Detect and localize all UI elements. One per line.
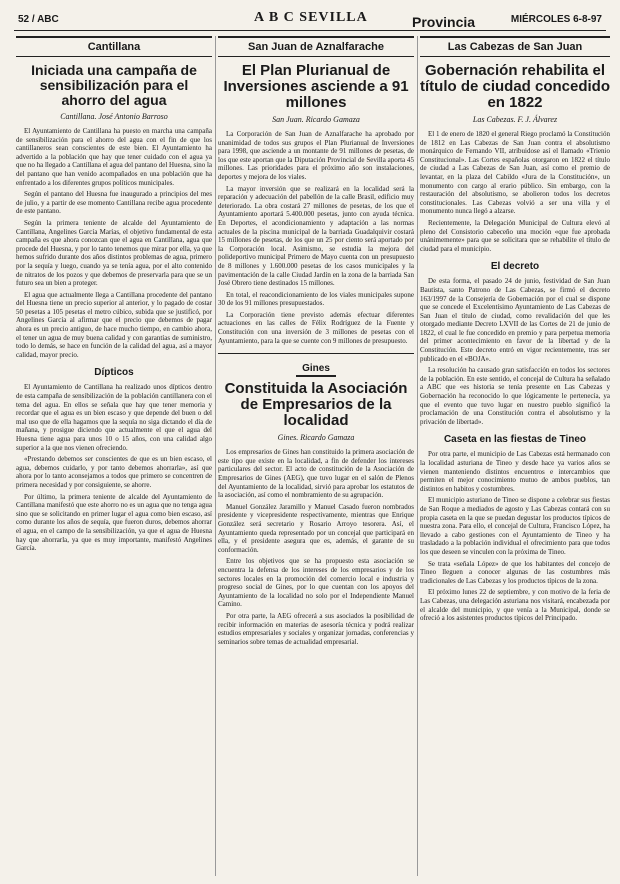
article-paragraph: El próximo lunes 22 de septiembre, y con motivo de la feria de Las Cabezas, una delegación asturiana nos visitará, encabezada por el alcalde del municipio, y que venía a la Municipal, donde se ofreció a los asistentes productos típicos del Principado. — [420, 588, 610, 623]
article-byline: Las Cabezas. F. J. Álvarez — [472, 115, 558, 124]
article-byline: Gines. Ricardo Gamaza — [277, 433, 355, 443]
page-header — [14, 8, 606, 31]
article-subheading: El decreto — [490, 261, 540, 273]
article-paragraph: En total, el reacondicionamiento de los viales municipales supone 30 de los 91 millones presupuestados. — [218, 290, 414, 308]
article-paragraph: Por otra parte, el municipio de Las Cabezas está hermanado con la localidad asturiana de Tineo y desde hace ya varios años se vienen manteniendo distintos encuentros e intercambios que permiten el mejor conocimiento mutuo de ambos pueblos, tan distintos en habitos y costumbres. — [420, 450, 610, 493]
article-las-cabezas — [420, 36, 610, 876]
article-paragraph: Se trata «señala López» de que los habitantes del concejo de Tineo lleguen a conocer algunas de las costumbres más tradicionales de Las Cabezas y los productos típicos de la zona. — [420, 559, 610, 585]
article-paragraph: La Corporación tiene previsto además efectuar diferentes actuaciones en las calles de Félix Rodríguez de la Fuente y Constitución con una inversión de 3 millones de pesetas con el Ayuntamiento, para la que se cuente con 9 millones de presupuesto. — [218, 310, 414, 345]
article-paragraph: El agua que actualmente llega a Cantillana procedente del pantano del Huesna tiene un precio superior al anterior, y lo pagado de costar 50 pesetas a 105 pesetas el metro cúbico, subida que se justificó, por Angelines García al afirmar que el precio que debemos de pagar ahora es un precio antiguo, de hace mucho tiempo, en cambio ahora, el tener un agua de muy buena calidad y con garantías de suministro, todo lo demás, se hace en función de la calidad del agua, así a mayor calidad, mayor precio. — [16, 290, 212, 359]
article-paragraph: De esta forma, el pasado 24 de junio, festividad de San Juan Bautista, santo Patrono de Las Cabezas, se firmó el decreto 163/1997 de la Consejería de Gobernación por el cual se dispone que se concede el Excelentísimo Ayuntamiento de Las Cabezas de San Juan el título de ciudad, como revalidación del que les otorgado mediante Decreto LXVII de las Cortes de 21 de junio de 1822, el cual le fue concedido en premio y para perpetua memoria del primer acontecimiento en favor de la libertad y de la Constitución. Este decreto entró en vigor recientemente, tras ser publicado en el «BOJA». — [420, 277, 610, 363]
article-paragraph: Según el pantano del Huesna fue inaugurado a principios del mes de julio, y a partir de ese momento Cantillana recibe agua procedente de este pantano. — [16, 190, 212, 216]
article-paragraph: Según la primera teniente de alcalde del Ayuntamiento de Cantillana, Angelines García Marías, el objetivo fundamental de esta campaña es que ahora conozcan que el agua en Cantillana, agua que procede del Huesna, y por lo tanto tenemos que mirar por ella, ya que hemos sufrido durante dos años distintos problemas de agua, primero por la sequía y luego, cuando ya se tenía agua, por el alto contenido de nitratos de los pozos y que debemos de preservarla para que se un futuro sea un bien a proteger. — [16, 218, 212, 288]
column-divider — [215, 36, 216, 876]
article-headline: Gobernación rehabilita el título de ciudad concedido en 1822 — [420, 62, 610, 111]
article-paragraph: Recientemente, la Delegación Municipal de Cultura elevó al pleno del Consistorio cabeceño una moción «que fue aprobada unánimemente» para que se solicitara que se rehabilite el título de ciudad para el municipio. — [420, 218, 610, 253]
article-paragraph: La resolución ha causado gran satisfacción en todos los sectores de la población. En este sentido, el concejal de Cultura ha señalado a ABC que «es historia se tenía presente en Las Cabezas y Gobernación ha reconocido lo que lógicamente le pertenecía, ya que el evento que tuvo lugar en nuestro pueblo significó la proclamación de una Constitución contra el absolutismo y la privación de libertad». — [420, 366, 610, 426]
article-paragraph: Por último, la primera teniente de alcalde del Ayuntamiento de Cantillana manifestó que este ahorro no es un agua que no tenga agua sino que se solicitando en primer lugar el agua como bien escaso, así como durante los años de sequía, que fueron duros, debemos ahorrar el agua, en el campo de la sensibilización, ya que el agua de Huesna hay que ahorrarla, ya que es muy importante, manifestó Angelines García. — [16, 492, 212, 553]
article-paragraph: Los empresarios de Gines han constituido la primera asociación de este tipo que existe en la localidad, a fin de defender los intereses particulares del sector. El acto de constitución de la Asociación de Empresarios de Gines (AEG), que tuvo lugar en el salón de Plenos del Ayuntamiento de la localidad, sirvió para aprobar los estatutos de la asociación, así como el nombramiento de su agrupación. — [218, 448, 414, 500]
section-rule — [218, 353, 414, 354]
column-divider — [417, 36, 418, 876]
article-paragraph: Entre los objetivos que se ha propuesto esta asociación se encuentra la defensa de los intereses de los empresarios y de los sectores locales en la promoción del comercio local e industria y progreso social de Gines, por lo que cuentan con los apoyos del Ayuntamiento de la localidad no solo por el Independiente Manuel Camino. — [218, 557, 414, 609]
article-headline: Iniciada una campaña de sensibilización para el ahorro del agua — [31, 62, 197, 108]
article-san-juan — [218, 36, 414, 876]
article-paragraph: Manuel González Jaramillo y Manuel Casado fueron nombrados presidente y vicepresidente respectivamente, mientras que Enrique González será secretario y Rosario Arroyo tesorera. Así, el Ayuntamiento queda representado por un concejal que participará en ella, y el presidente asegura que es, además, el garante de su conformación. — [218, 502, 414, 554]
article-subheading: Caseta en las fiestas de Tineo — [443, 434, 587, 446]
article-headline: Constituida la Asociación de Empresarios de la localidad — [224, 380, 408, 430]
article-paragraph: La mayor inversión que se realizará en la localidad será la reparación y adecuación del pabellón de la calle Brasil, edificio muy deteriorado. La obra costará 27 millones de pesetas, de los que el Ayuntamiento aportará 5.400.000 pesetas, junto con ayuda técnica. En Deportes, el acondicionamiento y adaptación a las normas actuales de la piscina municipal de la barriada Guadalquivir costará 15 millones de pesetas, de los que un 25 por ciento será aportado por la Corporación local. Asimismo, se estudia la mejora del polideportivo municipal Primero de Mayo cuenta con un presupuesto de 8 millones y 1.600.000 pesetas de los casos municipales y la pavimentación de la calle Ciudad Jardín en la zona de la barriada San José Obrero tiene destinados 15 millones. — [218, 184, 414, 288]
article-kicker: Cantillana — [16, 36, 212, 57]
article-paragraph: Por otra parte, la AEG ofrecerá a sus asociados la posibilidad de recibir información en materias de asesoría técnica y podrá realizar estudios empresariales y sociales y organizar jornadas, conferencias y seminarios sobre temas de actualidad empresarial. — [218, 611, 414, 646]
article-paragraph: El municipio asturiano de Tineo se dispone a celebrar sus fiestas de San Roque a mediados de agosto y Las Cabezas contará con su propia caseta en la que se puedan degustar los productos típicos de nuestra zona. Para ello, el concejal de Cultura, Francisco López, ha llevado a cabo gestiones con el Ayuntamiento de Tineo y ha trasladado a la población individual el ofrecimiento para que todos los que deseen se vinculen con la próxima de Tineo. — [420, 496, 610, 556]
article-paragraph: El Ayuntamiento de Cantillana ha puesto en marcha una campaña de sensibilización para el ahorro del agua con el fin de que los cantillaneros sean conscientes de este bien. El Ayuntamiento ha advertido a la población que hay que tener cuidado con el agua ya que no ha llegado a Cantillana el agua del pantano del Huesna, sino la del pantano que han venido acompañados en una población que ha enfrentado a los diferentes grupos políticos municipales. — [16, 127, 212, 187]
article-headline: El Plan Plurianual de Inversiones asciende a 91 millones — [223, 62, 409, 111]
article-kicker: San Juan de Aznalfarache — [218, 36, 414, 57]
article-cantillana — [16, 36, 212, 876]
issue-date: MIÉRCOLES 6-8-97 — [510, 14, 602, 25]
section-title: Provincia — [412, 14, 476, 30]
article-kicker: Las Cabezas de San Juan — [420, 36, 610, 57]
article-paragraph: «Prestando debemos ser conscientes de que es un bien escaso, el agua, debemos cuidarlo, y por tanto debemos ahorrarla», así que ahora por lo tanto aconsejamos a todos que primero se concentren de primera necesidad y por consiguiente, se ahorre. — [16, 455, 212, 489]
page-number: 52 / ABC — [18, 14, 59, 25]
article-paragraph: La Corporación de San Juan de Aznalfarache ha aprobado por unanimidad de todos sus grupos el Plan Plurianual de Inversiones para 1998, que asciende a un montante de 91 millones de pesetas, de los que este aportan que la Diputación Provincial de Sevilla aporta 45 millones. Las prioridades para el próximo año son instalaciones, deportes y mejora de los viales. — [218, 130, 414, 181]
publication-title: A B C SEVILLA — [254, 10, 368, 25]
article-kicker: Gines — [296, 362, 336, 377]
article-byline: San Juan. Ricardo Gamaza — [272, 115, 360, 124]
article-byline: Cantillana. José Antonio Barroso — [60, 112, 168, 121]
article-subheading: Dípticos — [94, 367, 134, 379]
article-paragraph: El 1 de enero de 1820 el general Riego proclamó la Constitución de 1812 en Las Cabezas de San Juan contra el absolutismo monárquico de Fernando VII, atribuidose así el llamado «Trienio Constitucional». Las Cortes españolas otorgaron en 1822 el título de ciudad a Las Cabezas de San Juan, así como el premio de levantar, en la plaza del Cabildo «Jura de la Constitución», un monumento con cargo al erario público. Sin embargo, con la restauración del absolutismo, se abolieron todos los decretos constitucionales. Las Cabezas volvió a ser una villa y el monumento nunca llegó a alzarse. — [420, 130, 610, 216]
article-paragraph: El Ayuntamiento de Cantillana ha realizado unos dípticos dentro de esta campaña de sensibilización de la población cantillanera con el tema del agua. En ellos se señala que hay que tener memoria y recordar que el agua es un bien escaso y que depende del buen o del mal uso que de ella hagamos que la sequía no siga dictando el día de mañana, y prosigue diciendo que actualmente el que el agua del Huesna tiene agua para unos 10 o 15 años, con una calidad algo superior a la que nos vienen ofreciendo. — [16, 383, 212, 452]
